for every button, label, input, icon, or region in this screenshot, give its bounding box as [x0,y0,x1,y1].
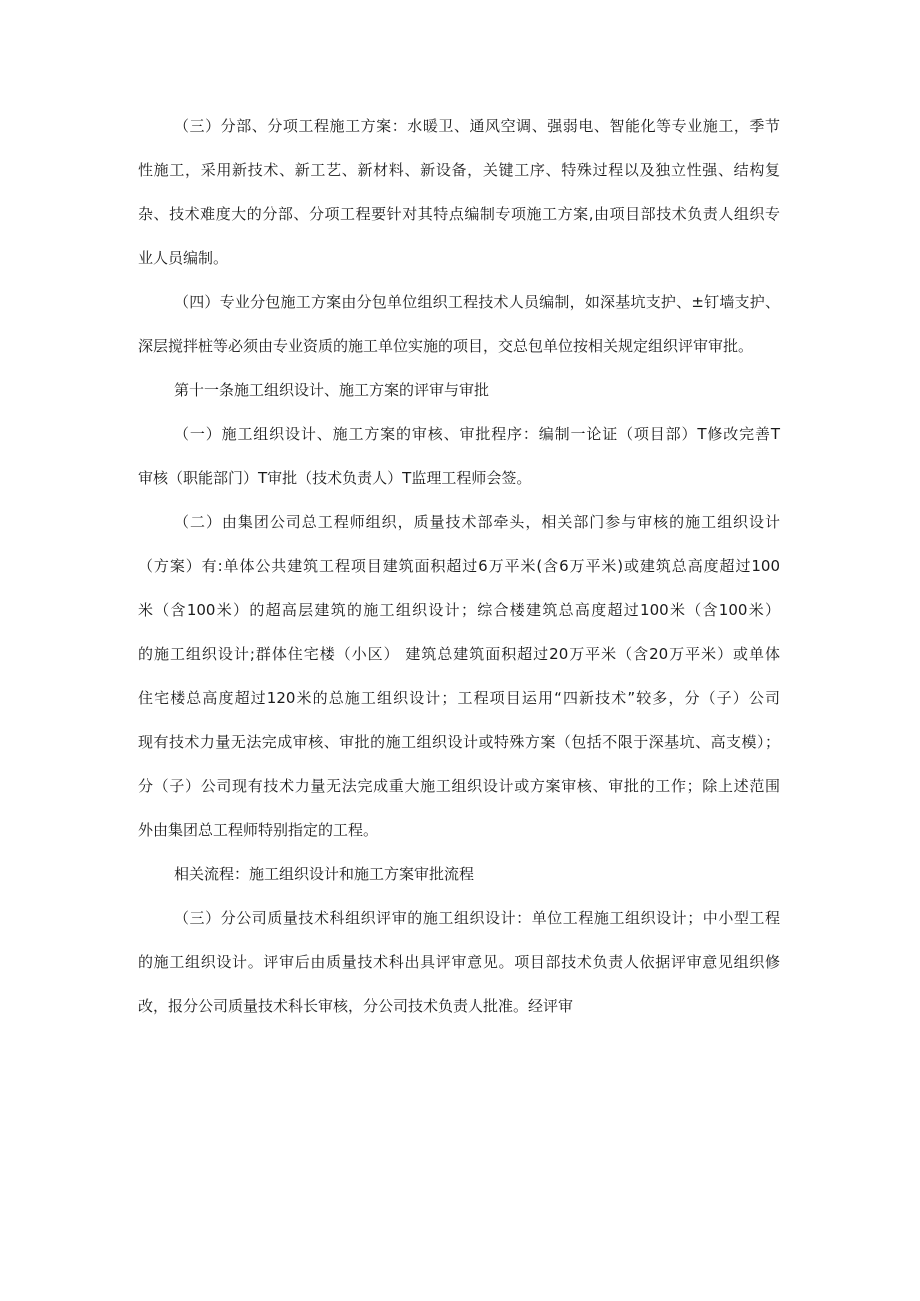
paragraph-3-line-1: （三）分部、分项工程施工方案：水暖卫、通风空调、强弱电、智能化等专业施工，季节 [174,117,780,135]
paragraph-3-line-4: 业人员编制。 [138,249,229,267]
paragraph-1-line-1: （一）施工组织设计、施工方案的审核、审批程序：编制一论证（项目部）T修改完善T [174,425,780,443]
paragraph-3b-line-3: 改，报分公司质量技术科长审核，分公司技术负责人批准。经评审 [138,997,574,1015]
paragraph-2-line-8: 外由集团总工程师特别指定的工程。 [138,821,379,839]
paragraph-3b-line-1: （三）分公司质量技术科组织评审的施工组织设计：单位工程施工组织设计；中小型工程 [174,909,780,927]
paragraph-2-line-4: 的施工组织设计;群体住宅楼（小区） 建筑总建筑面积超过20万平米（含20万平米）或单体 [138,645,780,663]
paragraph-3-line-3: 杂、技术难度大的分部、分项工程要针对其特点编制专项施工方案,由项目部技术负责人组织专 [138,205,780,223]
article-11-heading: 第十一条施工组织设计、施工方案的评审与审批 [174,381,490,399]
paragraph-2-line-7: 分（子）公司现有技术力量无法完成重大施工组织设计或方案审核、审批的工作；除上述范围 [138,777,780,795]
paragraph-2-line-6: 现有技术力量无法完成审核、审批的施工组织设计或特殊方案（包括不限于深基坑、高支模）； [138,733,780,751]
paragraph-2-line-2: （方案）有:单体公共建筑工程项目建筑面积超过6万平米(含6万平米)或建筑总高度超过100 [138,557,780,575]
related-flow-line: 相关流程：施工组织设计和施工方案审批流程 [174,865,475,883]
paragraph-2-line-5: 住宅楼总高度超过120米的总施工组织设计；工程项目运用“四新技术”较多，分（子）公司 [138,689,780,707]
paragraph-1-line-2: 审核（职能部门）T审批（技术负责人）T监理工程师会签。 [138,469,532,487]
paragraph-2-line-1: （二）由集团公司总工程师组织，质量技术部牵头，相关部门参与审核的施工组织设计 [174,513,780,531]
paragraph-3-line-2: 性施工，采用新技术、新工艺、新材料、新设备，关键工序、特殊过程以及独立性强、结构复 [138,161,780,179]
paragraph-3b-line-2: 的施工组织设计。评审后由质量技术科出具评审意见。项目部技术负责人依据评审意见组织修 [138,953,780,971]
paragraph-4-line-1: （四）专业分包施工方案由分包单位组织工程技术人员编制，如深基坑支护、±钉墙支护、 [174,293,780,311]
paragraph-4-line-2: 深层搅拌桩等必须由专业资质的施工单位实施的项目，交总包单位按相关规定组织评审审批。 [138,337,754,355]
paragraph-2-line-3: 米（含100米）的超高层建筑的施工组织设计；综合楼建筑总高度超过100米（含100米） [138,601,780,619]
